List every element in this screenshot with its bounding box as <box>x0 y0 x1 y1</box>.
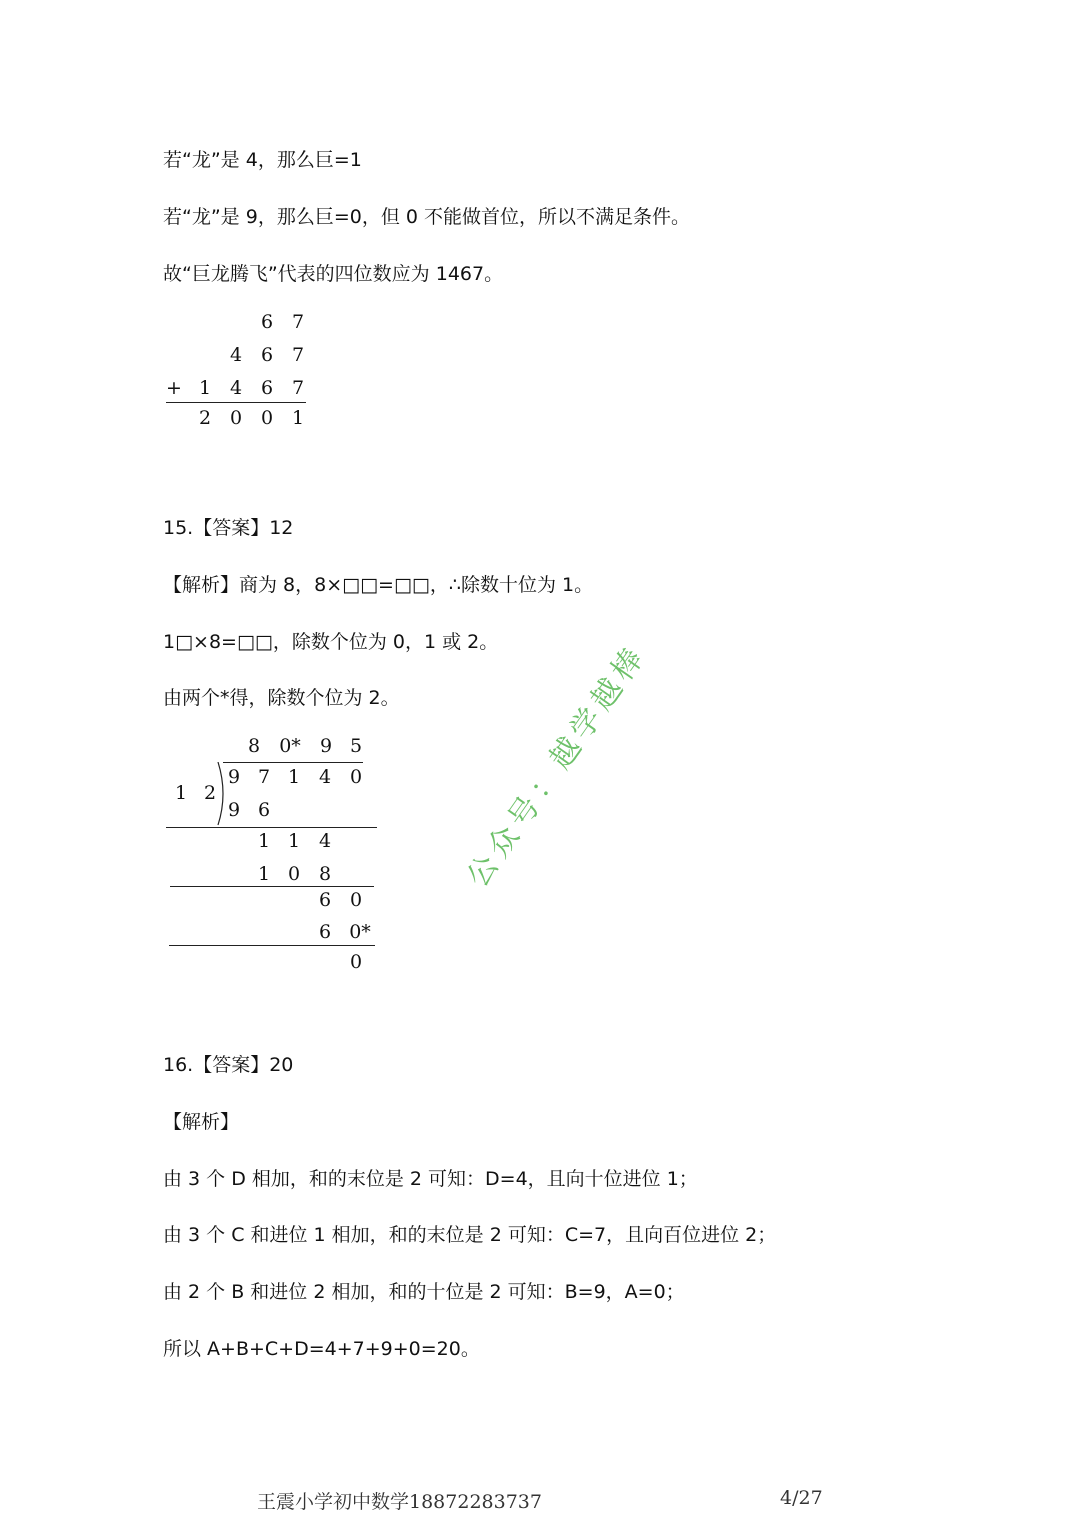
analysis-15-line-3: 由两个*得，除数个位为 2。 <box>163 687 400 709</box>
division-step-digit: 6 <box>318 889 332 911</box>
analysis-15-line-1: 【解析】商为 8，8×□□=□□，∴除数十位为 1。 <box>163 574 594 596</box>
divisor-digit: 2 <box>203 782 217 804</box>
text-line-3: 故“巨龙腾飞”代表的四位数应为 1467。 <box>163 263 504 285</box>
division-subtract-line <box>166 827 377 828</box>
addition-digit: 6 <box>260 377 274 399</box>
division-subtract-line <box>170 886 374 887</box>
division-step-digit: 1 <box>257 863 271 885</box>
addition-digit: 7 <box>291 344 305 366</box>
text-line-2: 若“龙”是 9，那么巨=0，但 0 不能做首位，所以不满足条件。 <box>163 206 690 228</box>
addition-digit: 6 <box>260 311 274 333</box>
quotient-digit: 5 <box>349 735 363 757</box>
dividend-digit: 9 <box>227 766 241 788</box>
addition-digit: 4 <box>229 344 243 366</box>
dividend-digit: 4 <box>318 766 332 788</box>
quotient-digit: 0* <box>279 735 301 757</box>
answer-16-heading: 16.【答案】20 <box>163 1054 294 1076</box>
division-step-digit: 6 <box>257 799 271 821</box>
analysis-15-line-2: 1□×8=□□，除数个位为 0，1 或 2。 <box>163 631 499 653</box>
division-step-digit: 0* <box>349 921 371 943</box>
addition-result-digit: 0 <box>229 407 243 429</box>
division-subtract-line <box>169 945 375 946</box>
watermark: 公众号：越学越棒 <box>460 637 655 894</box>
addition-digit: 6 <box>260 344 274 366</box>
quotient-digit: 9 <box>319 735 333 757</box>
addition-digit: 4 <box>229 377 243 399</box>
division-step-digit: 0 <box>349 889 363 911</box>
analysis-16-line-2: 由 3 个 C 和进位 1 相加，和的末位是 2 可知：C=7，且向百位进位 2； <box>163 1224 777 1246</box>
division-step-digit: 1 <box>257 830 271 852</box>
addition-result-digit: 0 <box>260 407 274 429</box>
dividend-digit: 7 <box>257 766 271 788</box>
division-bar <box>223 762 363 763</box>
addition-digit: 1 <box>198 377 212 399</box>
addition-digit: 7 <box>291 377 305 399</box>
addition-plus-sign: + <box>166 377 182 399</box>
division-step-digit: 0 <box>287 863 301 885</box>
text-line-1: 若“龙”是 4，那么巨=1 <box>163 149 362 171</box>
dividend-digit: 1 <box>287 766 301 788</box>
quotient-digit: 8 <box>247 735 261 757</box>
dividend-digit: 0 <box>349 766 363 788</box>
division-step-digit: 8 <box>318 863 332 885</box>
division-step-digit: 4 <box>318 830 332 852</box>
division-remainder: 0 <box>349 951 363 973</box>
addition-result-digit: 2 <box>198 407 212 429</box>
division-step-digit: 9 <box>227 799 241 821</box>
analysis-16-label: 【解析】 <box>163 1111 240 1133</box>
analysis-16-line-4: 所以 A+B+C+D=4+7+9+0=20。 <box>163 1338 480 1360</box>
addition-sum-line <box>166 402 306 403</box>
analysis-16-line-3: 由 2 个 B 和进位 2 相加，和的十位是 2 可知：B=9，A=0； <box>163 1281 685 1303</box>
addition-result-digit: 1 <box>291 407 305 429</box>
footer-left: 王震小学初中数学18872283737 <box>257 1491 542 1513</box>
answer-15-heading: 15.【答案】12 <box>163 517 294 539</box>
divisor-digit: 1 <box>174 782 188 804</box>
analysis-16-line-1: 由 3 个 D 相加，和的末位是 2 可知：D=4，且向十位进位 1； <box>163 1168 698 1190</box>
division-step-digit: 6 <box>318 921 332 943</box>
page-number: 4/27 <box>780 1487 823 1509</box>
addition-digit: 7 <box>291 311 305 333</box>
division-step-digit: 1 <box>287 830 301 852</box>
